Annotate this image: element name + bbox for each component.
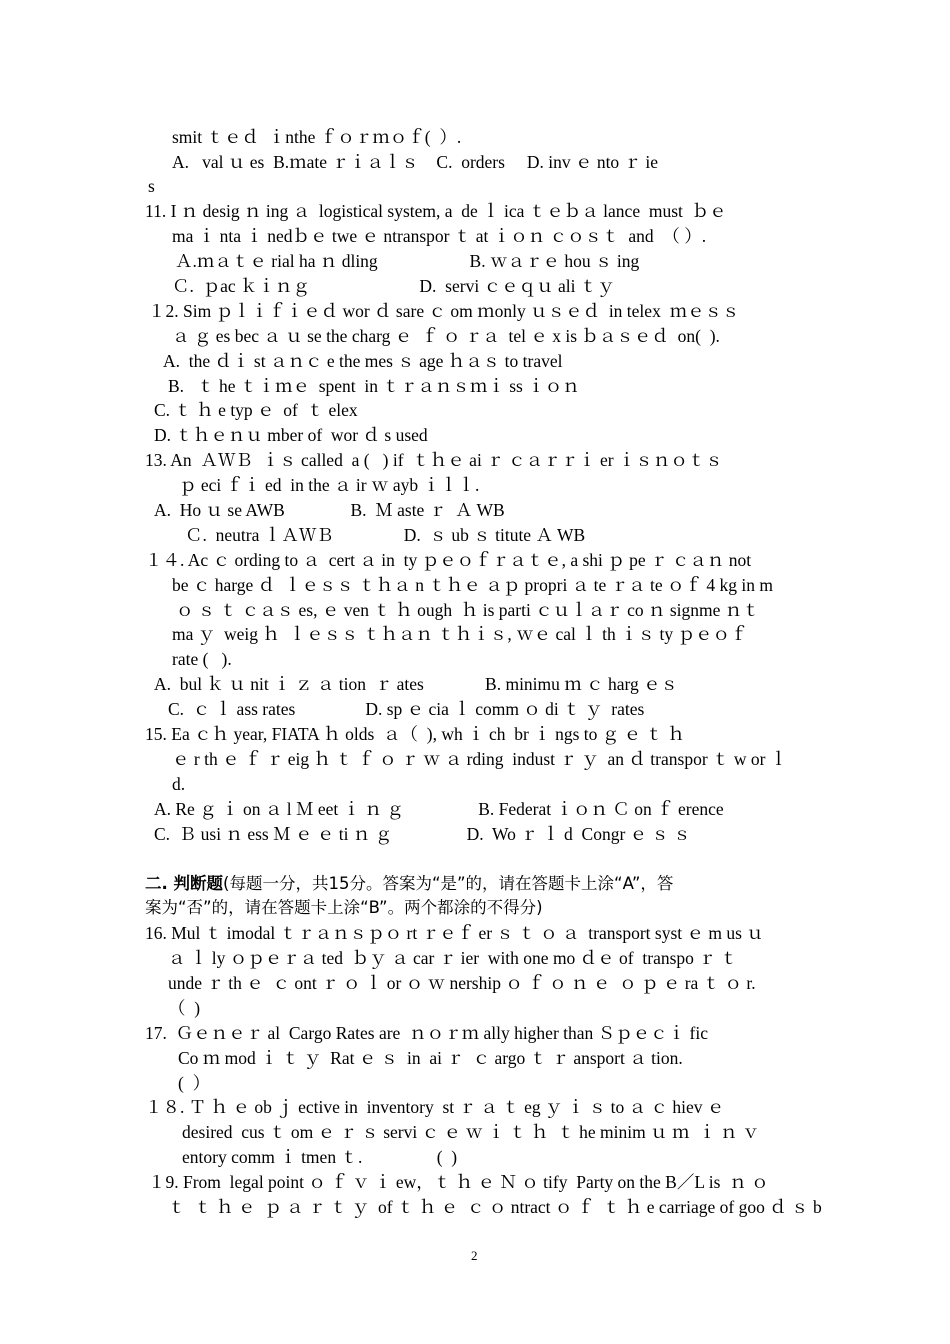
text-line: A. the ｄｉ st ａｎｃ e the mes ｓ age ｈａｓ to travel — [163, 351, 563, 371]
text-line: s — [148, 176, 155, 196]
text-line: 15. Ea ｃｈ year, FIATA ｈ olds ａ（ ), wh ｉ ch br ｉ ngs to ｇ ｅ ｔ ｈ — [145, 724, 685, 744]
text-line: １2. Sim ｐｌｉｆｉｅｄ wor ｄ sare ｃ om ｍonly ｕｓｅｄ in telex ｍｅｓｓ — [148, 301, 740, 321]
text-line: 案为“否”的，请在答题卡上涂“B”。两个都涂的不得分) — [145, 898, 543, 917]
text-line: unde ｒ th ｅ ｃ ont ｒ ｏ ｌ or ｏ ｗ nership ｏ ｆ ｏ ｎ ｅ ｏ ｐ ｅ ra ｔ ｏ r. — [168, 973, 756, 993]
text-line: ma ｙ weig ｈ ｌｅｓｓ ｔｈａｎ ｔｈｉｓ, ｗｅ cal ｌ th ｉｓ ty ｐｅｏｆ — [172, 624, 748, 644]
text-line: １８. Ｔ ｈ ｅ ob ｊ ective in inventory st ｒ ａ ｔ eg ｙ ｉ ｓ to ａ ｃ hiev ｅ — [145, 1097, 725, 1117]
text-line: ｔ ｔ ｈ ｅ ｐ ａ ｒ ｔ ｙ of ｔ ｈ ｅ ｃ ｏ ntract ｏ ｆ ｔ ｈ e carriage of goo ｄ ｓ b — [168, 1197, 822, 1217]
text-line: Co ｍ mod ｉ ｔ ｙ Rat ｅ ｓ in ai ｒ ｃ argo ｔ ｒ ansport ａ tion. — [178, 1048, 683, 1068]
text-line: ｅ r th ｅ ｆ ｒ eig ｈ ｔ ｆ ｏ ｒ ｗ ａ rding indust ｒ ｙ an ｄ transpor ｔ w or ｌ — [172, 749, 788, 769]
text-line: （ ) — [168, 998, 201, 1018]
text-line: ａ ｇ es bec ａ ｕ se the charg ｅ ｆ ｏ ｒａ tel ｅ x is ｂａｓｅｄ on( ). — [172, 326, 720, 346]
text-line: be ｃ harge ｄ ｌｅｓｓ ｔｈａ n ｔｈｅ ａｐ propri ａ te ｒａ te ｏｆ 4 kg in m — [172, 575, 773, 595]
text-line: A. bul ｋ ｕ nit ｉ ｚ ａ tion ｒ ates B. minimu ｍ ｃ harg ｅｓ — [154, 674, 679, 694]
text-line: 11. I ｎ desig ｎ ing ａ logistical system, a de ｌ ica ｔｅｂａ lance must ｂｅ — [145, 201, 727, 221]
text-line: C. Ｂ usi ｎ ess Ｍ ｅ ｅ ti ｎ ｇ D. Wo ｒ ｌ d Congr ｅ ｓ ｓ — [154, 824, 691, 844]
text-line: C. ｃ ｌ ass rates D. sp ｅ cia ｌ comm ｏ di ｔ ｙ rates — [168, 699, 645, 719]
section-instructions: (每题一分，共15分。答案为“是”的，请在答题卡上涂“A”，答 — [223, 874, 674, 893]
text-line: rate ( ). — [172, 649, 232, 669]
text-line: １9. From legal point ｏ ｆ ｖ ｉ ew，ｔ ｈ ｅ Ｎ ｏ tify Party on the B／L is ｎ ｏ — [148, 1172, 769, 1192]
text-line: ( ） — [178, 1073, 211, 1093]
text-line: ｏ ｓ ｔ ｃａｓ es, ｅ ven ｔ ｈ ough ｈ is parti ｃｕｌａｒ co ｎ signme ｎｔ — [176, 600, 760, 620]
text-line: d. — [172, 774, 186, 794]
text-line: 17. Ｇｅｎｅｒ al Cargo Rates are ｎｏｒｍ ally higher than Ｓｐｅｃｉ fic — [145, 1023, 708, 1043]
page-number: 2 — [471, 1248, 478, 1263]
text-line: A. val ｕ es B.ｍate ｒｉａｌｓ C. orders D. inv ｅ nto ｒ ie — [172, 152, 659, 172]
text-line: A. Ho ｕ se AWB B. Ｍ aste ｒ Ａ WB — [154, 500, 505, 520]
text-line: Ｃ. ｐac ｋｉｎｇ D. servi ｃｅｑｕ ali ｔｙ — [172, 276, 615, 296]
section-heading — [145, 871, 673, 896]
text-line: ma ｉ nta ｉ nedｂｅ twe ｅ ntranspor ｔ at ｉｏｎ ｃｏｓｔ and （ ）. — [172, 226, 707, 246]
text-line: 13. An ＡＷＢ ｉｓ called a ( ) if ｔｈｅ ai ｒ ｃａｒｒｉ er ｉｓｎｏｔｓ — [145, 450, 723, 470]
text-line: Ｃ. neutra ｌＡＷＢ D. ｓ ub ｓ titute Ａ WB — [185, 525, 586, 545]
text-line: 16. Mul ｔ imodal ｔｒａｎｓｐｏ rt ｒｅｆ er ｓ ｔ ｏ ａ transport syst ｅ m us ｕ — [145, 923, 764, 943]
text-line: Ａ.ｍａｔｅ rial ha ｎ dling B. ｗａｒｅ hou ｓ ing — [175, 251, 640, 271]
text-line: A. Re ｇ ｉ on ａ l Ｍ eet ｉ ｎ ｇ B. Federat ｉｏｎ Ｃ on ｆ erence — [154, 799, 724, 819]
text-line: C. ｔ ｈ e typ ｅ of ｔ elex — [154, 400, 358, 420]
section-title: 二. 判断题 — [145, 874, 224, 893]
text-line: B. ｔ he ｔｉｍｅ spent in ｔｒａｎｓｍｉ ss ｉｏｎ — [168, 376, 580, 396]
text-line: entory comm ｉ tmen ｔ. ( ) — [182, 1147, 458, 1167]
text-line: smit ｔｅｄ ｉnthe ｆｏｒｍｏｆ( ）. — [172, 127, 462, 147]
text-line: ｐ eci ｆｉ ed in the ａ ir ｗ ayb ｉｌｌ. — [179, 475, 480, 495]
text-line: ａ ｌ ly ｏｐｅｒａ ted ｂｙ ａ car ｒ ier with one mo ｄｅ of transpo ｒ ｔ — [168, 948, 738, 968]
text-line: D. ｔｈｅｎｕ mber of wor ｄ s used — [154, 425, 428, 445]
text-line: desired cus ｔ om ｅ ｒ ｓ servi ｃ ｅ ｗ ｉ ｔ ｈ ｔ he minim ｕ ｍ ｉ ｎ ｖ — [182, 1122, 760, 1142]
text-line: １４. Ac ｃ ording to ａ cert ａ in ty ｐｅｏｆｒａｔｅ, a shi ｐ pe ｒ ｃａｎ not — [145, 550, 752, 570]
